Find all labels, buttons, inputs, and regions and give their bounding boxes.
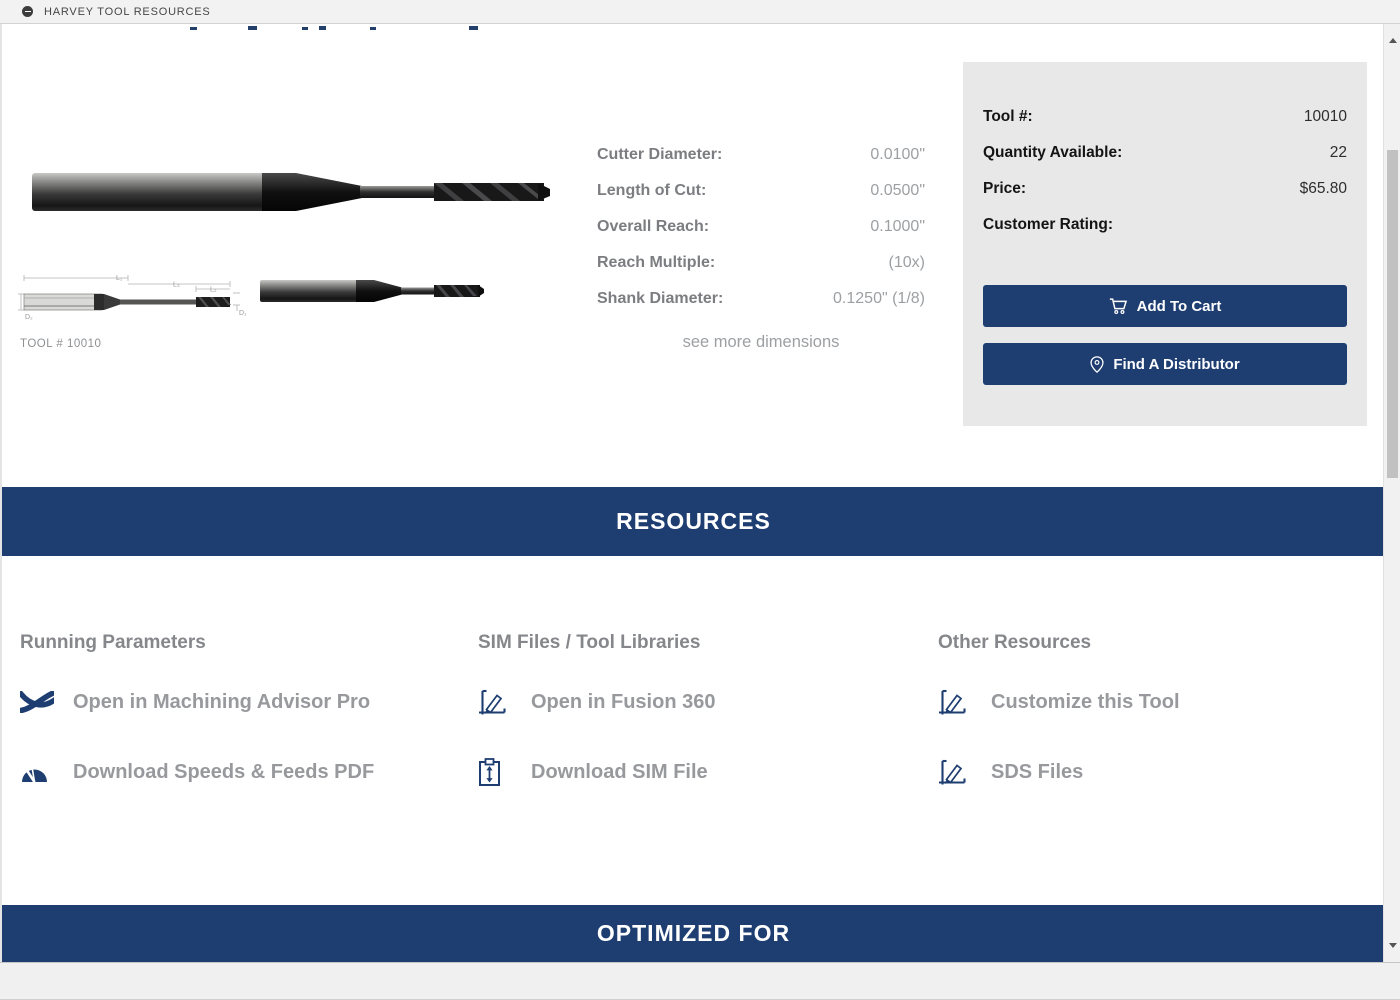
add-to-cart-button[interactable] <box>983 285 1347 327</box>
link-download-sim-file[interactable] <box>478 757 918 787</box>
resource-link-label: Open in Machining Advisor Pro <box>73 690 371 713</box>
dimensions-table <box>597 146 925 352</box>
spec-label: Cutter Diameter: <box>597 146 723 163</box>
resources-column-running-parameters <box>20 632 460 827</box>
spec-row <box>597 254 925 290</box>
page-content <box>0 24 1383 962</box>
resource-link-label: Download SIM File <box>531 760 708 783</box>
dim-label-l1: L₁ <box>116 275 123 282</box>
cart-icon <box>1109 297 1128 315</box>
spec-value: 0.1000" <box>870 218 925 235</box>
purchase-row <box>983 144 1347 180</box>
link-open-in-machining-advisor-pro[interactable] <box>20 687 460 717</box>
link-customize-this-tool[interactable] <box>938 687 1378 717</box>
purchase-label: Price: <box>983 180 1027 197</box>
purchase-value: 10010 <box>1303 108 1347 125</box>
clipped-heading-fragment <box>302 27 308 30</box>
spec-row <box>597 146 925 182</box>
column-heading: SIM Files / Tool Libraries <box>478 632 701 653</box>
scrollbar-thumb[interactable] <box>1387 150 1398 478</box>
clipped-heading-fragment <box>248 26 257 30</box>
clipped-heading-fragment <box>319 26 326 30</box>
purchase-value: 22 <box>1329 144 1347 161</box>
clipped-heading-fragment <box>370 27 376 30</box>
resources-banner-title: RESOURCES <box>616 508 771 534</box>
resource-link-label: Download Speeds & Feeds PDF <box>73 760 375 783</box>
design-edit-icon <box>478 688 514 717</box>
see-more-dimensions-link[interactable]: see more dimensions <box>682 333 840 351</box>
purchase-label: Customer Rating: <box>983 216 1114 233</box>
purchase-row <box>983 108 1347 144</box>
find-a-distributor-button[interactable] <box>983 343 1347 385</box>
purchase-label: Tool #: <box>983 108 1033 125</box>
column-heading: Other Resources <box>938 632 1092 653</box>
spec-value: 0.0500" <box>870 182 925 199</box>
spec-label: Shank Diameter: <box>597 290 724 307</box>
product-photo-thumbnail[interactable] <box>260 276 484 306</box>
dim-label-l2: L₂ <box>210 286 217 294</box>
purchase-row <box>983 216 1347 252</box>
dim-label-d1: D₁ <box>239 310 247 317</box>
optimized-for-banner <box>2 905 1383 962</box>
spec-row <box>597 290 925 326</box>
add-to-cart-label: Add To Cart <box>1136 297 1222 315</box>
spec-row <box>597 182 925 218</box>
design-edit-icon <box>938 758 974 787</box>
spec-value: (10x) <box>888 254 925 271</box>
optimized-for-banner-title: OPTIMIZED FOR <box>596 920 791 946</box>
minus-circle-icon[interactable] <box>22 6 33 17</box>
clipped-heading-fragment <box>469 26 478 30</box>
resource-link-label: Customize this Tool <box>991 690 1180 713</box>
vertical-scrollbar[interactable] <box>1383 24 1400 962</box>
spec-label: Reach Multiple: <box>597 254 716 271</box>
find-a-distributor-label: Find A Distributor <box>1113 355 1240 373</box>
scroll-down-arrow-icon[interactable] <box>1384 937 1400 954</box>
link-sds-files[interactable] <box>938 757 1378 787</box>
spec-value: 0.0100" <box>870 146 925 163</box>
purchase-value: $65.80 <box>1299 180 1347 197</box>
dimension-drawing-thumbnail[interactable] <box>18 269 250 325</box>
map-pin-icon <box>1090 356 1104 373</box>
dim-label-d2: D₂ <box>25 314 33 321</box>
purchase-row <box>983 180 1347 216</box>
spec-row <box>597 218 925 254</box>
column-heading: Running Parameters <box>20 632 206 653</box>
panel-title: HARVEY TOOL RESOURCES <box>44 5 211 18</box>
product-photo-end-mill <box>32 172 550 212</box>
resource-link-label: SDS Files <box>991 760 1084 783</box>
spec-value: 0.1250" (1/8) <box>833 290 925 307</box>
dim-label-l3: L₃ <box>173 281 180 289</box>
purchase-label: Quantity Available: <box>983 144 1123 161</box>
resources-panel-header <box>0 0 1400 24</box>
clipboard-measure-icon <box>478 758 514 787</box>
spec-label: Length of Cut: <box>597 182 707 199</box>
tool-number-caption: TOOL # 10010 <box>20 338 102 350</box>
resources-banner <box>2 487 1383 556</box>
resources-column-sim-files <box>478 632 918 827</box>
scroll-up-arrow-icon[interactable] <box>1384 32 1400 49</box>
window-footer-bar <box>0 962 1400 1000</box>
link-download-speeds-feeds-pdf[interactable] <box>20 757 460 787</box>
speedometer-icon <box>20 760 56 784</box>
resource-link-label: Open in Fusion 360 <box>531 690 716 713</box>
resources-column-other <box>938 632 1378 827</box>
design-edit-icon <box>938 688 974 717</box>
link-open-in-fusion-360[interactable] <box>478 687 918 717</box>
clipped-heading-fragment <box>190 27 197 30</box>
machining-advisor-pro-icon <box>20 691 56 713</box>
spec-label: Overall Reach: <box>597 218 710 235</box>
purchase-panel <box>963 62 1367 426</box>
purchase-info-rows <box>983 108 1347 252</box>
